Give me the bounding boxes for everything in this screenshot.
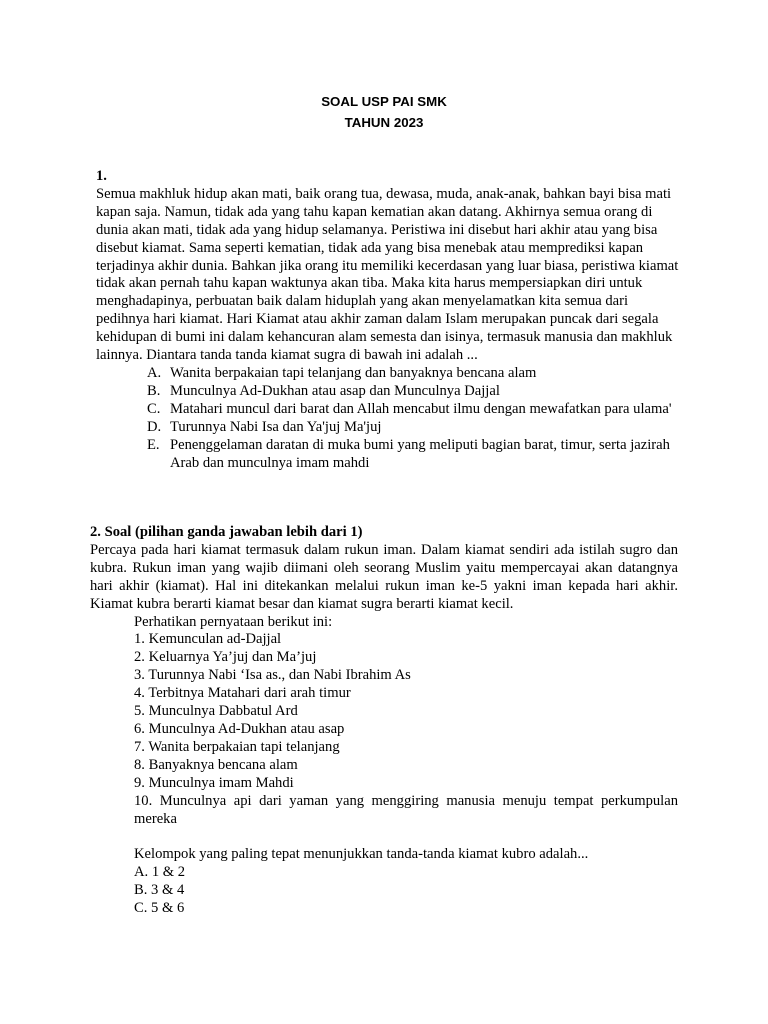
question-2-text: Percaya pada hari kiamat termasuk dalam rukun iman. Dalam kiamat sendiri ada istilah sugro dan kubra. Rukun iman yang wajib diimani oleh seorang Muslim yaitu mempercayai akan datangnya hari akhir (kiamat). Hal ini ditekankan melalui rukun iman ke-5 yakni iman kepada hari akhir. Kiamat kubra berarti kiamat besar dan kiamat sugra berarti kiamat kecil. bbox=[90, 541, 678, 612]
paragraph-spacer bbox=[134, 828, 678, 846]
option-text: Wanita berpakaian tapi telanjang dan banyaknya bencana alam bbox=[170, 364, 537, 381]
title-line-2: TAHUN 2023 bbox=[344, 115, 424, 130]
question-2-prompt: Kelompok yang paling tepat menunjukkan tanda-tanda kiamat kubro adalah... bbox=[134, 846, 589, 863]
option-item bbox=[96, 437, 681, 473]
title-line-1: SOAL USP PAI SMK bbox=[321, 94, 447, 109]
question-1-text: Semua makhluk hidup akan mati, baik orang tua, dewasa, muda, anak-anak, bahkan bayi bisa mati kapan saja. Namun, tidak ada yang tahu kapan kematian akan datang. Akhirnya semua orang di dunia akan mati, tidak ada yang hidup selamanya. Peristiwa ini disebut hari akhir atau yang bisa disebut kiamat. Sama seperti kematian, tidak ada yang bisa menebak atau memprediksi kapan terjadinya akhir dunia. Bahkan jika orang itu memiliki kecerdasan yang luar biasa, peristiwa kiamat tidak akan pernah tahu kapan waktunya akan tiba. Maka kita harus mempersiapkan diri untuk menghadapinya, perbuatan baik dalam hiduplah yang akan menyelamatkan kita semua dari pedihnya hari kiamat. Hari Kiamat atau akhir zaman dalam Islam merupakan puncak dari segala kehidupan di bumi ini dalam kehancuran alam semesta dan isinya, termasuk manusia dan makhluk lainnya. Diantara tanda tanda kiamat sugra di bawah ini adalah ... bbox=[96, 185, 679, 364]
option-letter: A. bbox=[147, 364, 162, 381]
question-1 bbox=[96, 168, 681, 472]
question-2-body bbox=[90, 614, 678, 918]
option-text: Matahari muncul dari barat dan Allah mencabut ilmu dengan mewafatkan para ulama' bbox=[170, 400, 672, 417]
statement-item: 9. Munculnya imam Mahdi bbox=[134, 774, 294, 791]
statement-item: 3. Turunnya Nabi ‘Isa as., dan Nabi Ibrahim As bbox=[134, 667, 411, 684]
document-title bbox=[0, 91, 768, 133]
statement-item: 10. Munculnya api dari yaman yang menggiring manusia menuju tempat perkumpulan mereka bbox=[134, 792, 678, 827]
answer-option: C. 5 & 6 bbox=[134, 900, 185, 917]
statement-item: 4. Terbitnya Matahari dari arah timur bbox=[134, 685, 351, 702]
option-item bbox=[96, 365, 681, 383]
answer-option: B. 3 & 4 bbox=[134, 882, 185, 899]
statement-item: 2. Keluarnya Ya’juj dan Ma’juj bbox=[134, 649, 317, 666]
option-letter: D. bbox=[147, 418, 162, 435]
statement-intro: Perhatikan pernyataan berikut ini: bbox=[134, 613, 333, 630]
statement-item: 1. Kemunculan ad-Dajjal bbox=[134, 631, 282, 648]
question-1-number: 1. bbox=[96, 168, 107, 184]
question-2 bbox=[90, 524, 678, 918]
option-letter: B. bbox=[147, 382, 161, 399]
statement-list bbox=[134, 631, 678, 792]
statement-item: 7. Wanita berpakaian tapi telanjang bbox=[134, 738, 340, 755]
answer-option: A. 1 & 2 bbox=[134, 864, 186, 881]
question-1-options bbox=[96, 365, 681, 472]
option-text: Penenggelaman daratan di muka bumi yang meliputi bagian barat, timur, serta jazirah Arab dan munculnya imam mahdi bbox=[170, 436, 670, 471]
statement-item: 6. Munculnya Ad-Dukhan atau asap bbox=[134, 720, 345, 737]
option-item bbox=[96, 383, 681, 401]
statement-item: 8. Banyaknya bencana alam bbox=[134, 756, 298, 773]
answer-list bbox=[134, 864, 678, 918]
option-text: Munculnya Ad-Dukhan atau asap dan Munculnya Dajjal bbox=[170, 382, 500, 399]
option-letter: C. bbox=[147, 400, 161, 417]
option-item bbox=[96, 401, 681, 419]
option-letter: E. bbox=[147, 436, 160, 453]
option-text: Turunnya Nabi Isa dan Ya'juj Ma'juj bbox=[170, 418, 382, 435]
statement-item: 5. Munculnya Dabbatul Ard bbox=[134, 703, 298, 720]
question-2-heading: 2. Soal (pilihan ganda jawaban lebih dari 1) bbox=[90, 524, 363, 540]
option-item bbox=[96, 419, 681, 437]
